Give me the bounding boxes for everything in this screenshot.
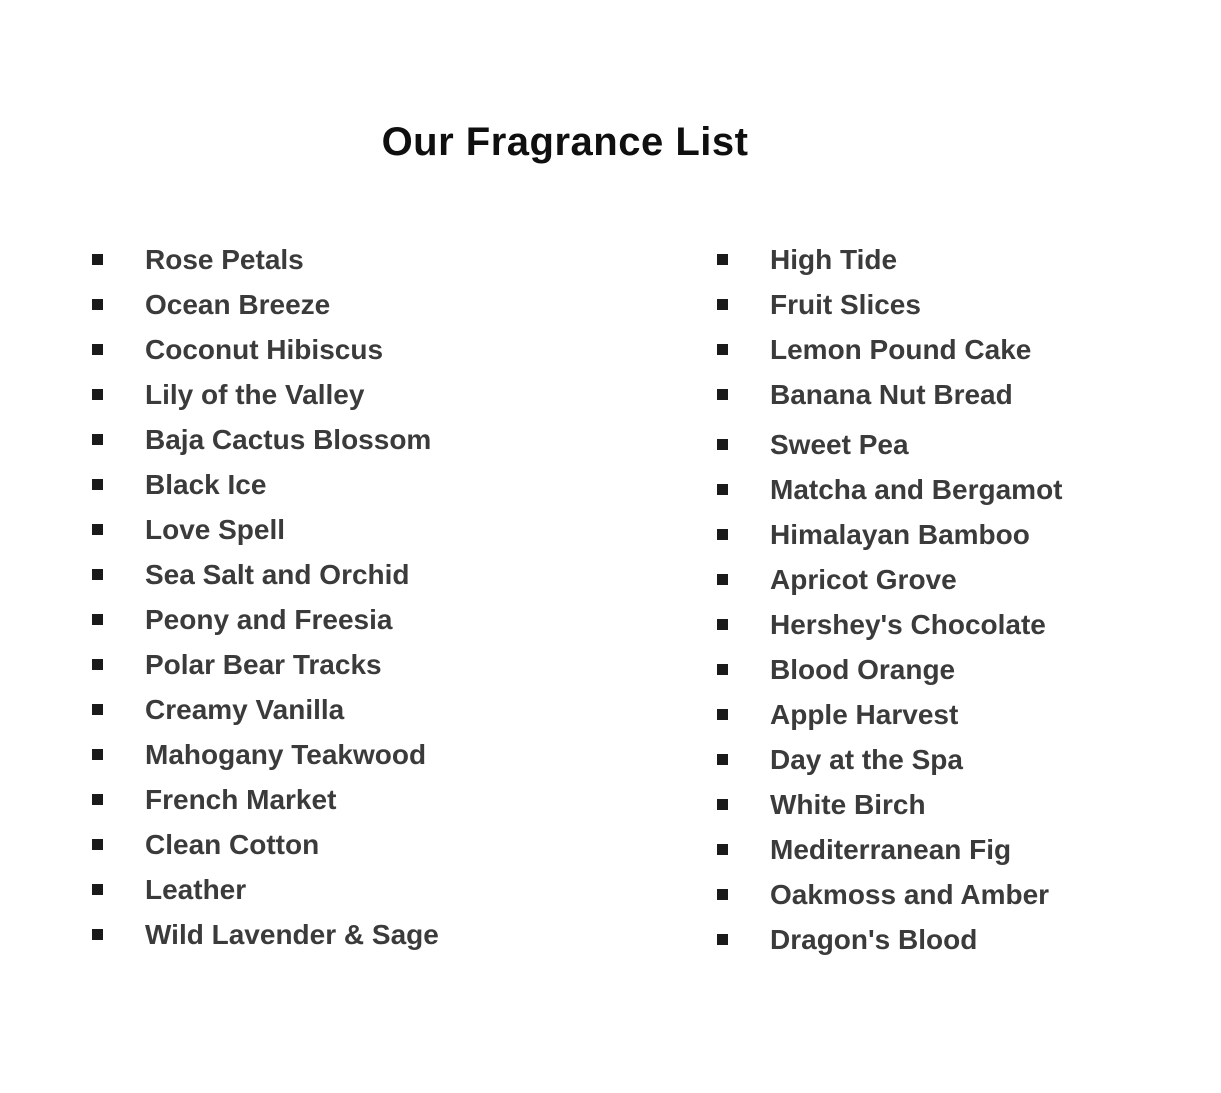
- square-bullet-icon: [717, 889, 728, 900]
- fragrance-name: Himalayan Bamboo: [770, 518, 1030, 550]
- square-bullet-icon: [717, 299, 728, 310]
- fragrance-list-item: [717, 602, 1063, 647]
- fragrance-name: Wild Lavender & Sage: [145, 918, 439, 950]
- fragrance-name: Love Spell: [145, 513, 286, 545]
- fragrance-list-item: [717, 737, 1063, 782]
- fragrance-name: Dragon's Blood: [770, 923, 978, 955]
- fragrance-name: Black Ice: [145, 468, 267, 500]
- square-bullet-icon: [717, 709, 728, 720]
- fragrance-list-item: [717, 692, 1063, 737]
- fragrance-list-item: [92, 732, 439, 777]
- fragrance-list-item: [717, 327, 1063, 372]
- square-bullet-icon: [717, 799, 728, 810]
- fragrance-name: Oakmoss and Amber: [770, 878, 1050, 910]
- square-bullet-icon: [717, 344, 728, 355]
- fragrance-name: Lemon Pound Cake: [770, 333, 1032, 365]
- fragrance-list-item: [717, 917, 1063, 962]
- square-bullet-icon: [717, 574, 728, 585]
- fragrance-list-item: [92, 777, 439, 822]
- square-bullet-icon: [92, 929, 103, 940]
- fragrance-column-right: [717, 237, 1063, 962]
- fragrance-name: Fruit Slices: [770, 288, 921, 320]
- square-bullet-icon: [92, 434, 103, 445]
- fragrance-name: High Tide: [770, 243, 898, 275]
- fragrance-list-item: [92, 372, 439, 417]
- fragrance-column-left: [92, 237, 439, 957]
- fragrance-list-item: [717, 827, 1063, 872]
- square-bullet-icon: [92, 344, 103, 355]
- fragrance-list-item: [717, 372, 1063, 417]
- fragrance-list-item: [717, 872, 1063, 917]
- fragrance-name: Coconut Hibiscus: [145, 333, 384, 365]
- square-bullet-icon: [92, 569, 103, 580]
- fragrance-list-item: [717, 422, 1063, 467]
- fragrance-list-item: [92, 687, 439, 732]
- fragrance-list-item: [717, 782, 1063, 827]
- fragrance-name: Apple Harvest: [770, 698, 959, 730]
- square-bullet-icon: [717, 439, 728, 450]
- fragrance-list-item: [92, 867, 439, 912]
- square-bullet-icon: [717, 389, 728, 400]
- square-bullet-icon: [717, 254, 728, 265]
- square-bullet-icon: [92, 704, 103, 715]
- fragrance-list-item: [717, 557, 1063, 602]
- square-bullet-icon: [92, 614, 103, 625]
- fragrance-name: Leather: [145, 873, 247, 905]
- fragrance-name: Matcha and Bergamot: [770, 473, 1063, 505]
- square-bullet-icon: [92, 389, 103, 400]
- square-bullet-icon: [92, 299, 103, 310]
- fragrance-list-item: [717, 647, 1063, 692]
- fragrance-name: Peony and Freesia: [145, 603, 393, 635]
- square-bullet-icon: [92, 794, 103, 805]
- square-bullet-icon: [92, 524, 103, 535]
- fragrance-name: Clean Cotton: [145, 828, 320, 860]
- fragrance-name: Lily of the Valley: [145, 378, 365, 410]
- fragrance-name: French Market: [145, 783, 337, 815]
- square-bullet-icon: [717, 619, 728, 630]
- square-bullet-icon: [717, 844, 728, 855]
- square-bullet-icon: [92, 839, 103, 850]
- fragrance-name: White Birch: [770, 788, 926, 820]
- square-bullet-icon: [92, 254, 103, 265]
- fragrance-name: Rose Petals: [145, 243, 304, 275]
- fragrance-list-item: [92, 327, 439, 372]
- square-bullet-icon: [717, 934, 728, 945]
- fragrance-name: Sea Salt and Orchid: [145, 558, 410, 590]
- square-bullet-icon: [717, 664, 728, 675]
- fragrance-list-item: [92, 282, 439, 327]
- fragrance-list-item: [717, 467, 1063, 512]
- square-bullet-icon: [92, 479, 103, 490]
- fragrance-name: Polar Bear Tracks: [145, 648, 382, 680]
- square-bullet-icon: [717, 529, 728, 540]
- fragrance-list-item: [717, 237, 1063, 282]
- fragrance-name: Creamy Vanilla: [145, 693, 345, 725]
- fragrance-list-item: [92, 462, 439, 507]
- fragrance-name: Hershey's Chocolate: [770, 608, 1046, 640]
- fragrance-name: Sweet Pea: [770, 428, 909, 460]
- fragrance-name: Apricot Grove: [770, 563, 957, 595]
- fragrance-list-item: [717, 282, 1063, 327]
- fragrance-list-item: [92, 417, 439, 462]
- fragrance-list-item: [92, 912, 439, 957]
- fragrance-list-item: [92, 507, 439, 552]
- square-bullet-icon: [717, 754, 728, 765]
- page-title: Our Fragrance List: [381, 120, 749, 164]
- fragrance-list-item: [92, 597, 439, 642]
- fragrance-name: Blood Orange: [770, 653, 956, 685]
- fragrance-list-item: [92, 822, 439, 867]
- square-bullet-icon: [92, 884, 103, 895]
- fragrance-name: Day at the Spa: [770, 743, 963, 775]
- fragrance-list-item: [717, 512, 1063, 557]
- fragrance-name: Ocean Breeze: [145, 288, 331, 320]
- fragrance-name: Mahogany Teakwood: [145, 738, 427, 770]
- square-bullet-icon: [92, 749, 103, 760]
- square-bullet-icon: [717, 484, 728, 495]
- fragrance-list-item: [92, 237, 439, 282]
- fragrance-name: Mediterranean Fig: [770, 833, 1012, 865]
- fragrance-name: Banana Nut Bread: [770, 378, 1013, 410]
- fragrance-name: Baja Cactus Blossom: [145, 423, 432, 455]
- fragrance-list-item: [92, 552, 439, 597]
- square-bullet-icon: [92, 659, 103, 670]
- fragrance-list-item: [92, 642, 439, 687]
